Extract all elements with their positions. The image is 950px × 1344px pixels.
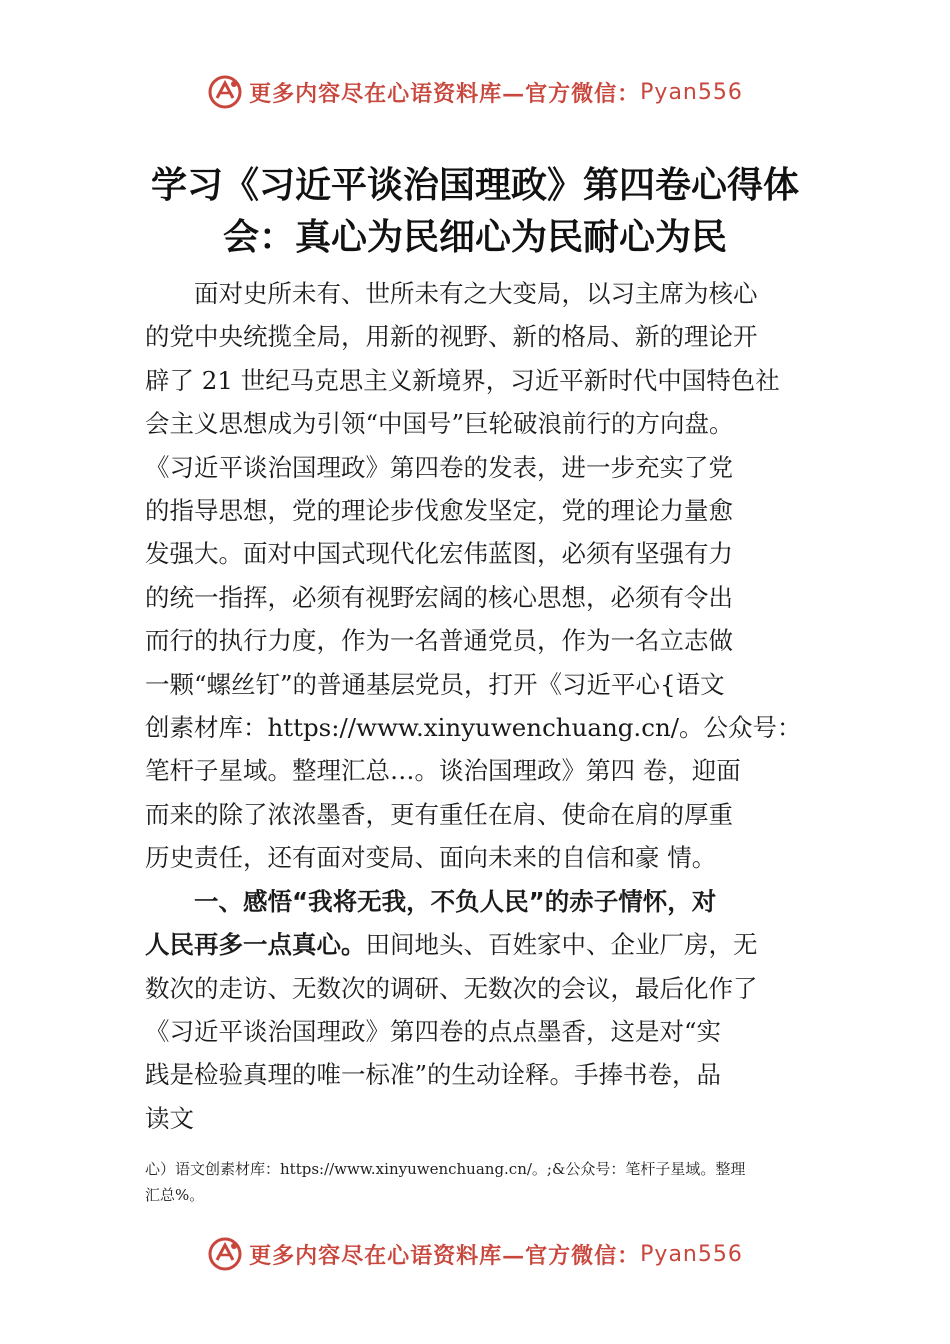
banner-text: 更多内容尽在心语资料库—官方微信：	[249, 80, 641, 107]
document-body	[145, 272, 805, 1140]
body-line: 的统一指挥，必须有视野宏阔的核心思想，必须有令出	[145, 582, 733, 612]
section-heading-1-end: 人民再多一点真心。	[145, 930, 366, 960]
banner-handle: Pyan556	[640, 79, 743, 105]
body-line: 而行的执行力度，作为一名普通党员，作为一名立志做	[145, 626, 733, 656]
body-line: 辟了 21 世纪马克思主义新境界，习近平新时代中国特色社	[145, 365, 780, 395]
intro-paragraph	[145, 272, 805, 880]
body-line: 《习近平谈治国理政》第四卷的发表，进一步充实了党	[145, 452, 733, 482]
body-line: 的党中央统揽全局，用新的视野、新的格局、新的理论开	[145, 322, 758, 352]
title-line-2: 会：真心为民细心为民耐心为民	[222, 217, 727, 258]
body-line: 《习近平谈治国理政》第四卷的点点墨香，这是对“实	[145, 1016, 722, 1046]
document-title	[140, 160, 810, 264]
footer-banner	[0, 1234, 950, 1274]
body-line: 而来的除了浓浓墨香，更有重任在肩、使命在肩的厚重	[145, 799, 733, 829]
body-line: 读文	[145, 1103, 194, 1133]
body-line	[145, 923, 805, 966]
header-banner	[0, 72, 950, 112]
body-line: 一颗“螺丝钉”的普通基层党员，打开《习近平心{语文	[145, 669, 725, 699]
body-line: 的指导思想，党的理论步伐愈发坚定，党的理论力量愈	[145, 496, 733, 526]
body-line: 发强大。面对中国式现代化宏伟蓝图，必须有坚强有力	[145, 539, 733, 569]
footnote-line-1: 心）语文创素材库：https://www.xinyuwenchuang.cn/。;&公众号：笔杆子星域。整理	[145, 1160, 746, 1178]
logo-seal-icon	[207, 1236, 243, 1272]
body-line: 创素材库：https://www.xinyuwenchuang.cn/。公众号：	[145, 713, 802, 743]
banner-text: 更多内容尽在心语资料库—官方微信：	[249, 1242, 641, 1269]
body-line: 历史责任，还有面对变局、面向未来的自信和豪 情。	[145, 843, 717, 873]
logo-seal-icon	[207, 74, 243, 110]
title-line-1: 学习《习近平谈治国理政》第四卷心得体	[150, 165, 799, 206]
body-line: 笔杆子星域。整理汇总…。谈治国理政》第四 卷，迎面	[145, 756, 741, 786]
banner-handle: Pyan556	[640, 1241, 743, 1267]
footnote	[145, 1156, 805, 1208]
footnote-line-2: 汇总%。	[145, 1186, 205, 1204]
body-line: 会主义思想成为引领“中国号”巨轮破浪前行的方向盘。	[145, 409, 734, 439]
body-line: 面对史所未有、世所未有之大变局，以习主席为核心	[194, 279, 758, 308]
section-heading-1: 一、感悟“我将无我，不负人民”的赤子情怀，对	[194, 886, 717, 916]
section-1-paragraph	[145, 880, 805, 1140]
body-line: 数次的走访、无数次的调研、无数次的会议，最后化作了	[145, 973, 758, 1003]
section-1-text: 田间地头、百姓家中、企业厂房，无	[365, 930, 758, 960]
body-line: 践是检验真理的唯一标准”的生动诠释。手捧书卷，品	[145, 1060, 722, 1090]
